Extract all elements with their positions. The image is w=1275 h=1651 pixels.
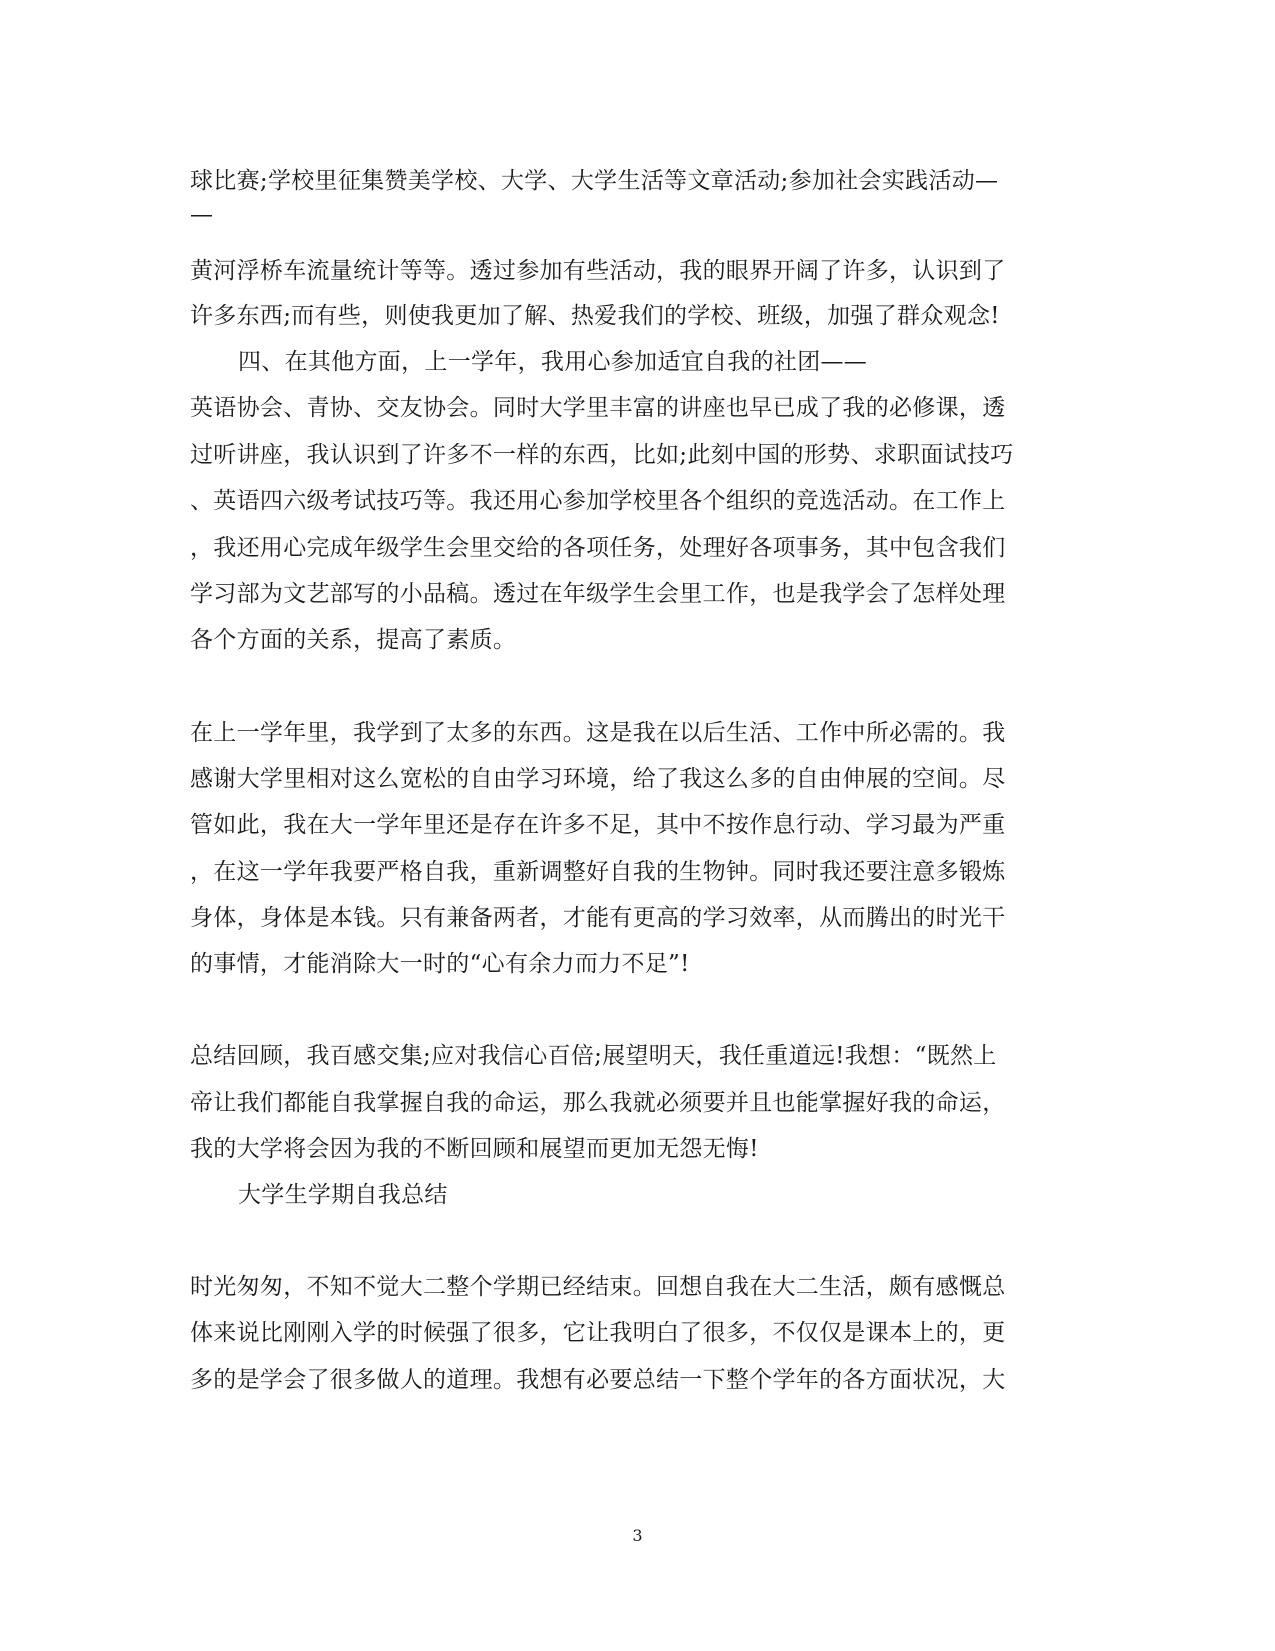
text-line: 管如此，我在大一学年里还是存在许多不足，其中不按作息行动、学习最为严重 <box>190 812 1006 838</box>
text-line: 、英语四六级考试技巧等。我还用心参加学校里各个组织的竞选活动。在工作上 <box>190 488 1006 514</box>
text-line: ，在这一学年我要严格自我，重新调整好自我的生物钟。同时我还要注意多锻炼 <box>190 859 1006 885</box>
text-line: 我的大学将会因为我的不断回顾和展望而更加无怨无悔! <box>190 1136 759 1162</box>
text-line: — <box>190 202 214 228</box>
text-line: 总结回顾，我百感交集;应对我信心百倍;展望明天，我任重道远!我想：“既然上 <box>190 1043 997 1069</box>
text-line: 感谢大学里相对这么宽松的自由学习环境，给了我这么多的自由伸展的空间。尽 <box>190 766 1006 792</box>
text-line: ，我还用心完成年级学生会里交给的各项任务，处理好各项事务，其中包含我们 <box>190 535 1006 561</box>
text-line: 黄河浮桥车流量统计等等。透过参加有些活动，我的眼界开阔了许多，认识到了 <box>190 258 1006 284</box>
text-line: 身体，身体是本钱。只有兼备两者，才能有更高的学习效率，从而腾出的时光干 <box>190 905 1006 931</box>
text-line: 的事情，才能消除大一时的“心有余力而力不足”! <box>190 951 690 977</box>
section-heading: 大学生学期自我总结 <box>238 1182 448 1208</box>
text-line: 过听讲座，我认识到了许多不一样的东西，比如;此刻中国的形势、求职面试技巧 <box>190 442 1014 468</box>
text-line: 各个方面的关系，提高了素质。 <box>190 627 517 653</box>
text-line: 时光匆匆，不知不觉大二整个学期已经结束。回想自我在大二生活，颇有感慨总 <box>190 1274 1006 1300</box>
text-line: 体来说比刚刚入学的时候强了很多，它让我明白了很多，不仅仅是课本上的，更 <box>190 1320 1006 1346</box>
text-line: 许多东西;而有些，则使我更加了解、热爱我们的学校、班级，加强了群众观念! <box>190 303 1000 329</box>
text-line: 学习部为文艺部写的小品稿。透过在年级学生会里工作，也是我学会了怎样处理 <box>190 581 1006 607</box>
text-line: 球比赛;学校里征集赞美学校、大学、大学生活等文章活动;参加社会实践活动— <box>190 168 999 194</box>
text-line: 英语协会、青协、交友协会。同时大学里丰富的讲座也早已成了我的必修课，透 <box>190 395 1006 421</box>
text-line: 多的是学会了很多做人的道理。我想有必要总结一下整个学年的各方面状况，大 <box>190 1367 1006 1393</box>
text-line: 帝让我们都能自我掌握自我的命运，那么我就必须要并且也能掌握好我的命运， <box>190 1090 1006 1116</box>
page-number: 3 <box>632 1526 643 1545</box>
text-line: 四、在其他方面，上一学年，我用心参加适宜自我的社团—— <box>238 349 868 375</box>
text-line: 在上一学年里，我学到了太多的东西。这是我在以后生活、工作中所必需的。我 <box>190 720 1006 746</box>
